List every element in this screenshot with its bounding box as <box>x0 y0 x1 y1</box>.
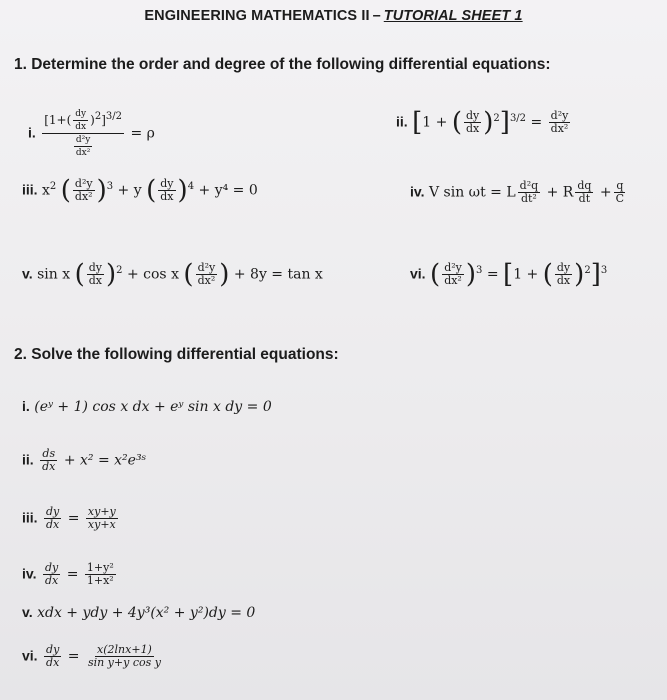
q1-iv-lhs: V sin ωt = L <box>428 184 516 201</box>
q1-iii-label: iii. <box>22 181 38 198</box>
q1-item-ii: ii. [1 + ( $\frac{dy}{dx}$ )$^2$]$^{3/2}$ = $\frac{\text{d²y}}{\text{dx²}}$ <box>396 107 569 138</box>
q1-iv-plus: + <box>599 184 612 201</box>
question-1-heading: 1. Determine the order and degree of the following differential equations: <box>14 56 551 73</box>
q1-v-tail: + 8y = tan x <box>233 266 323 283</box>
q2-iv-label: iv. <box>22 565 37 582</box>
q2-v-label: v. <box>22 604 33 620</box>
q1-vi-label: vi. <box>410 265 426 282</box>
q2-i-label: i. <box>22 398 30 414</box>
q2-item-iii: iii. $\frac{dy}{dx}$ = $\frac{xy+y}{xy+x}$ <box>22 505 116 531</box>
course-title: ENGINEERING MATHEMATICS II <box>144 8 370 24</box>
q2-iv-eq: = <box>66 566 79 583</box>
q1-i-fraction: [1+( $\frac{dy}{dx}$ )$^2$]$^{3/2}$ $\frac{\text{d²y}}{\text{dx²}}$ <box>44 109 122 158</box>
q1-iv-label: iv. <box>410 183 425 200</box>
q2-v-equation: xdx + ydy + 4y³(x² + y²)dy = 0 <box>37 605 256 621</box>
q2-vi-eq: = <box>67 648 80 665</box>
question-2-heading: 2. Solve the following differential equations: <box>14 346 339 363</box>
q1-ii-rhs: = <box>530 114 543 131</box>
q1-iv-r: + R <box>546 184 574 201</box>
q2-ii-label: ii. <box>22 451 34 468</box>
q2-item-vi: vi. $\frac{dy}{dx}$ = $\frac{x(2\ln x+1)}{\text{sin y+y cos y}}$ <box>22 643 161 669</box>
q2-item-iv: iv. $\frac{dy}{dx}$ = $\frac{\text{1+y²}}{\text{1+x²}}$ <box>22 561 114 587</box>
q2-ii-tail: + x² = x²e³ˢ <box>63 452 147 469</box>
q2-iii-eq: = <box>67 510 80 527</box>
q2-item-ii: ii. $\frac{ds}{dx}$ + x² = x²e³ˢ <box>22 447 147 473</box>
q2-i-equation: (eʸ + 1) cos x dx + eʸ sin x dy = 0 <box>34 399 272 415</box>
q1-item-iii: iii. $x^2$ ( $\frac{\text{d²y}}{\text{dx²}}$ )$^3$ + y ( $\frac{dy}{dx}$ )$^4$ + y⁴ = 0 <box>22 175 258 206</box>
q1-i-rhs: = ρ <box>130 125 155 142</box>
header-dash: – <box>372 8 381 24</box>
q2-item-v <box>22 604 255 621</box>
q1-v-label: v. <box>22 265 33 282</box>
q1-item-vi: vi. ( $\frac{\text{d²y}}{\text{dx²}}$ )$^3$ = [1 + ( $\frac{dy}{dx}$ )$^2$]$^3$ <box>410 259 608 290</box>
q1-ii-label: ii. <box>396 113 408 130</box>
q1-item-v: v. sin x ( $\frac{dy}{dx}$ )$^2$ + cos x ( $\frac{\text{d²y}}{\text{dx²}}$ ) + 8y = tan x <box>22 259 323 290</box>
q2-item-i <box>22 398 272 415</box>
q1-vi-eq: = <box>486 266 499 283</box>
q1-item-iv: iv. V sin ωt = L $\frac{\text{d²q}}{\text{dt²}}$ + R $\frac{dq}{dt}$ + $\frac{q}{C}$ <box>410 179 625 205</box>
q1-v-sin: sin x <box>37 266 71 283</box>
q2-iii-label: iii. <box>22 509 38 526</box>
sheet-header <box>0 8 667 24</box>
q1-v-cos: + cos x <box>126 266 179 283</box>
sheet-subtitle: TUTORIAL SHEET 1 <box>383 8 523 24</box>
q1-iii-tail: + y⁴ = 0 <box>198 182 258 199</box>
q1-item-i <box>28 108 155 159</box>
q2-vi-label: vi. <box>22 647 38 664</box>
q1-i-label: i. <box>28 124 36 141</box>
